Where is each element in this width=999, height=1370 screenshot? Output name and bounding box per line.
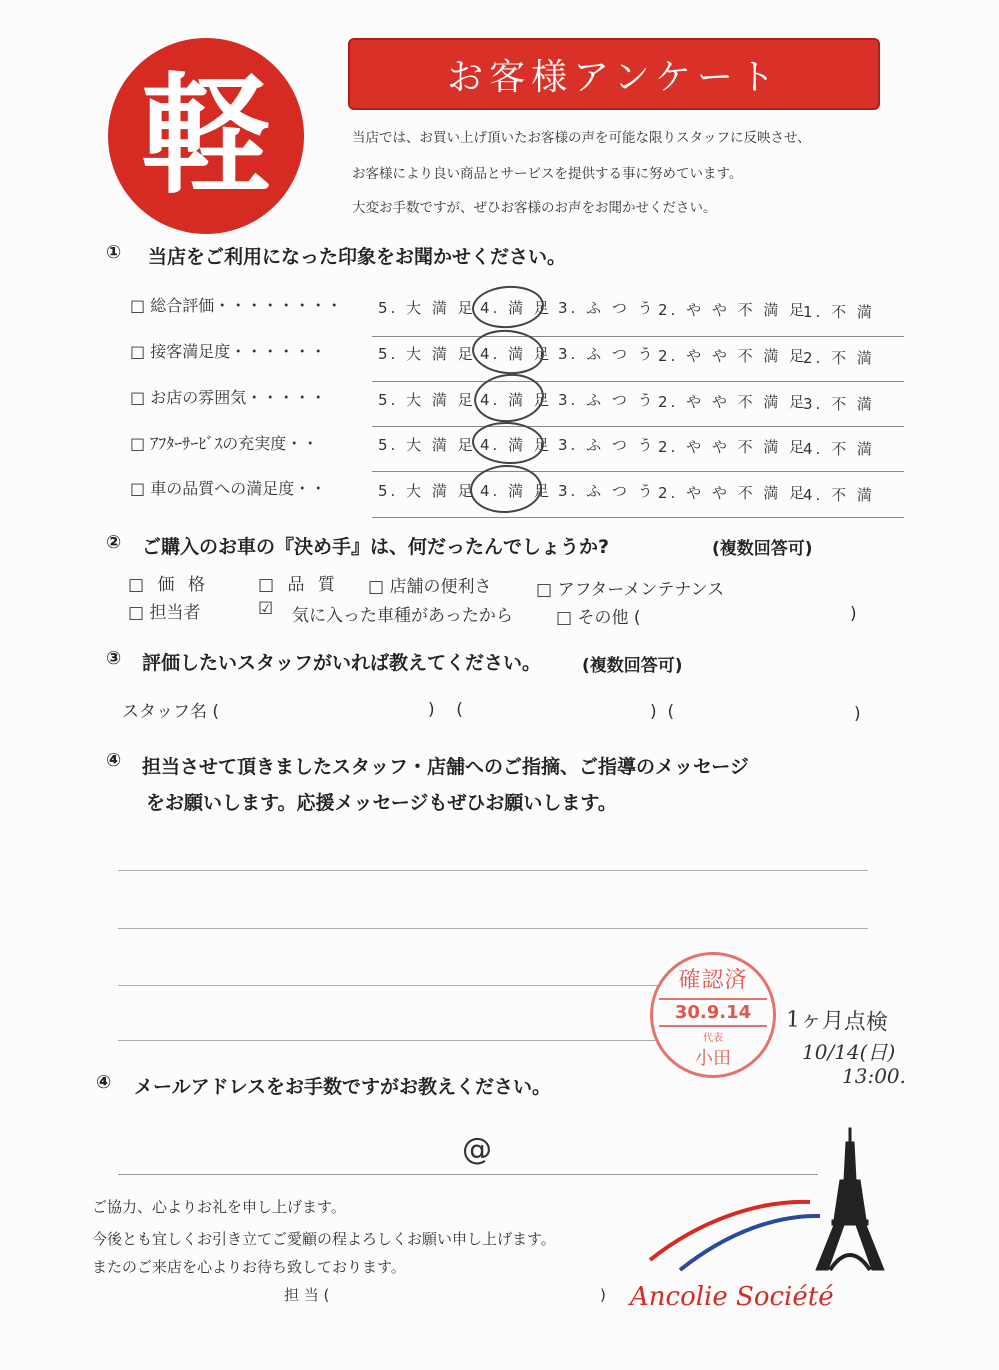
q4-title-line-1: 担当させて頂きましたスタッフ・店舗へのご指摘、ご指導のメッセージ <box>142 756 749 778</box>
q3-note: (複数回答可) <box>582 656 683 676</box>
staff-name-field-3[interactable] <box>696 702 846 726</box>
stamp-date: 30.9.14 <box>659 998 767 1027</box>
q1-option-3[interactable]: 3. ふ つ う <box>558 436 656 454</box>
q1-option-4[interactable]: 4. 満 足 <box>480 436 552 454</box>
title-banner <box>348 38 880 110</box>
divider <box>372 381 904 382</box>
shop-logo <box>108 38 304 234</box>
answer-circle-mark <box>470 327 546 377</box>
handwritten-note-1: 1ヶ月点検 <box>785 1007 889 1036</box>
q1-option-4[interactable]: 4. 満 足 <box>480 345 552 363</box>
brand-swoosh-red <box>650 1202 810 1260</box>
staff-name-field-1[interactable] <box>252 698 420 722</box>
divider <box>372 517 904 518</box>
q1-option-5[interactable]: 5. 大 満 足 <box>378 391 476 409</box>
divider <box>372 471 904 472</box>
q2-option-convenience[interactable]: □ 店舗の便利さ <box>368 577 492 597</box>
handwritten-note-3: 13:00. <box>842 1064 906 1088</box>
q2-option-price[interactable]: □ 価 格 <box>128 575 209 595</box>
q1-option-1[interactable]: 4. 不 満 <box>803 440 875 458</box>
stamp-name: 小田 <box>695 1048 731 1069</box>
q1-option-4[interactable]: 4. 満 足 <box>480 391 552 409</box>
confirmation-stamp <box>650 952 776 1078</box>
staff-name-field-2[interactable] <box>496 700 646 724</box>
q2-other-close: ) <box>850 604 857 624</box>
q1-row-label[interactable]: □ ｱﾌﾀｰｻｰﾋﾞｽの充実度・・ <box>130 434 319 453</box>
q2-title: ご購入のお車の『決め手』は、何だったんでしょうか? <box>142 536 610 558</box>
q5-title: メールアドレスをお手数ですがお教えください。 <box>134 1076 552 1098</box>
message-line-2[interactable] <box>118 928 868 929</box>
brand-swoosh-blue <box>680 1216 820 1270</box>
q4-title-line-2: をお願いします。応援メッセージもぜひお願いします。 <box>146 792 617 814</box>
footer-line-2: 今後とも宜しくお引き立てご愛顧の程よろしくお願い申し上げます。 <box>92 1230 556 1248</box>
footer-line-1: ご協力、心よりお礼を申し上げます。 <box>92 1198 346 1216</box>
footer-line-3: またのご来店を心よりお待ち致しております。 <box>92 1258 406 1276</box>
q1-row-label[interactable]: □ 接客満足度・・・・・・ <box>130 342 327 361</box>
q1-option-1[interactable]: 3. 不 満 <box>803 395 875 413</box>
q5-number: ④ <box>96 1072 112 1093</box>
stamp-title: 確認済 <box>678 968 748 993</box>
q1-option-5[interactable]: 5. 大 満 足 <box>378 482 476 500</box>
q1-option-3[interactable]: 3. ふ つ う <box>558 391 656 409</box>
q1-row-label[interactable]: □ 総合評価・・・・・・・・ <box>130 296 343 315</box>
tanto-label: 担 当 ( <box>284 1286 330 1304</box>
q1-row-label[interactable]: □ 車の品質への満足度・・ <box>130 479 327 498</box>
email-at-sign: @ <box>462 1132 492 1167</box>
q1-row-label[interactable]: □ お店の雰囲気・・・・・ <box>130 388 327 407</box>
q1-option-2[interactable]: 2. や や 不 満 足 <box>658 438 808 456</box>
intro-line-1: 当店では、お買い上げ頂いたお客様の声を可能な限りスタッフに反映させ、 <box>352 130 811 146</box>
tanto-close: ) <box>600 1286 606 1304</box>
staff-name-label: スタッフ名 ( <box>122 702 220 722</box>
q3-title: 評価したいスタッフがいれば教えてください。 <box>142 652 542 674</box>
q1-option-2[interactable]: 2. や や 不 満 足 <box>658 301 808 319</box>
tanto-field[interactable] <box>380 1282 590 1306</box>
staff-name-separator: ) ( <box>428 700 463 720</box>
q1-option-2[interactable]: 2. や や 不 満 足 <box>658 347 808 365</box>
q4-number: ④ <box>106 750 122 771</box>
handwritten-note-2: 10/14(日) <box>802 1040 896 1064</box>
q1-option-4[interactable]: 4. 満 足 <box>480 299 552 317</box>
q1-option-2[interactable]: 2. や や 不 満 足 <box>658 484 808 502</box>
q2-option-staff[interactable]: □ 担当者 <box>128 603 201 623</box>
divider <box>372 426 904 427</box>
logo-character: 軽 <box>140 60 271 212</box>
q1-title: 当店をご利用になった印象をお聞かせください。 <box>148 246 567 268</box>
q3-number: ③ <box>106 648 122 669</box>
q2-number: ② <box>106 532 122 553</box>
message-line-4[interactable] <box>118 1040 658 1041</box>
q2-note: (複数回答可) <box>712 539 813 559</box>
q1-option-3[interactable]: 3. ふ つ う <box>558 345 656 363</box>
intro-line-2: お客様により良い商品とサービスを提供する事に努めています。 <box>352 166 743 182</box>
staff-name-separator: ) ( <box>650 702 675 722</box>
message-line-3[interactable] <box>118 985 658 986</box>
brand-name: Ancolie Société <box>630 1282 834 1312</box>
staff-name-close: ) <box>854 704 861 724</box>
q1-option-1[interactable]: 4. 不 満 <box>803 486 875 504</box>
divider <box>372 336 904 337</box>
email-local-field[interactable] <box>118 1136 458 1166</box>
q1-number: ① <box>106 242 122 263</box>
message-line-1[interactable] <box>118 870 868 871</box>
q1-option-1[interactable]: 2. 不 満 <box>803 349 875 367</box>
q1-option-1[interactable]: 1. 不 満 <box>803 303 875 321</box>
q1-option-5[interactable]: 5. 大 満 足 <box>378 299 476 317</box>
stamp-role: 代表 <box>703 1033 723 1044</box>
intro-line-3: 大変お手数ですが、ぜひお客様のお声をお聞かせください。 <box>352 200 717 216</box>
q1-option-3[interactable]: 3. ふ つ う <box>558 299 656 317</box>
q2-option-car[interactable]: 気に入った車種があったから <box>292 606 513 626</box>
q2-option-other[interactable]: □ その他 ( <box>556 608 641 628</box>
q1-option-4[interactable]: 4. 満 足 <box>480 482 552 500</box>
eiffel-tower-icon <box>816 1128 884 1270</box>
answer-circle-mark <box>472 370 547 425</box>
answer-circle-mark <box>471 284 546 331</box>
q1-option-3[interactable]: 3. ふ つ う <box>558 482 656 500</box>
q1-option-5[interactable]: 5. 大 満 足 <box>378 345 476 363</box>
page-title: お客様アンケート <box>447 56 781 98</box>
q1-option-5[interactable]: 5. 大 満 足 <box>378 436 476 454</box>
answer-circle-mark <box>471 420 545 466</box>
q2-option-car-checkbox[interactable]: ☑ <box>258 599 274 619</box>
q2-option-maintenance[interactable]: □ アフターメンテナンス <box>536 580 725 600</box>
q1-option-2[interactable]: 2. や や 不 満 足 <box>658 393 808 411</box>
q2-option-quality[interactable]: □ 品 質 <box>258 575 339 595</box>
